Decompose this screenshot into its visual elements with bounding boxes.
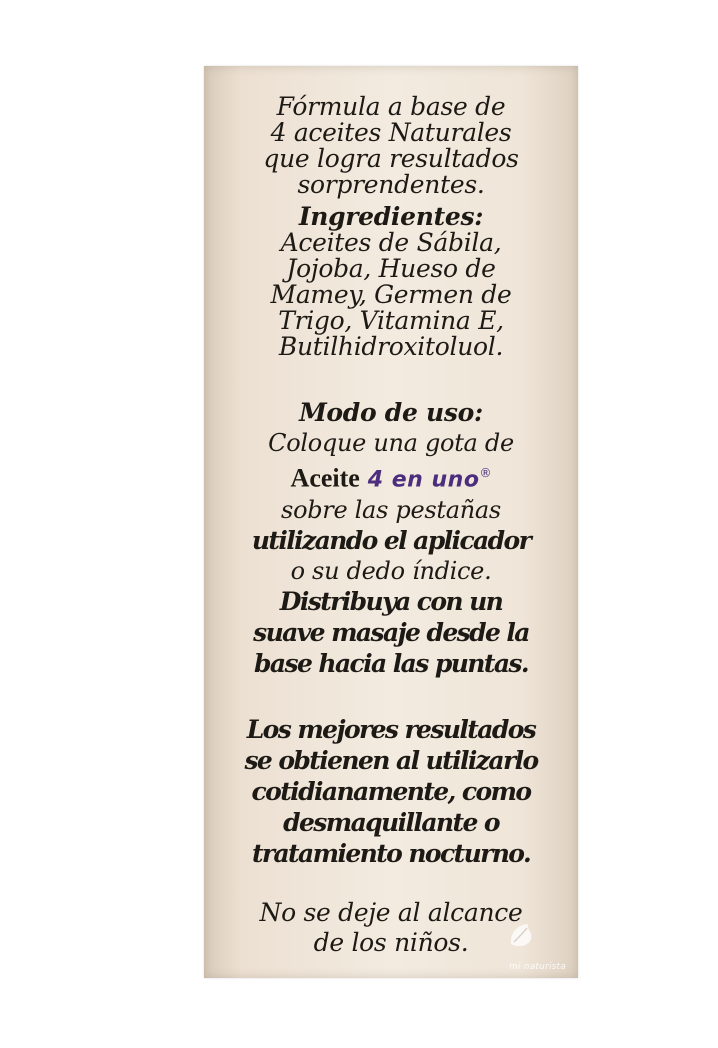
warning-line: No se deje al alcance: [259, 898, 523, 927]
results-line: Los mejores resultados: [246, 715, 536, 744]
ingredient-line: Trigo, Vitamina E,: [278, 306, 504, 335]
ingredient-line: Jojoba, Hueso de: [286, 254, 496, 283]
ingredients-heading: Ingredientes:: [298, 202, 484, 231]
warning-line: de los niños.: [313, 928, 469, 957]
intro-line: Fórmula a base de: [276, 92, 506, 121]
usage-line: Coloque una gota de: [268, 429, 514, 457]
intro-line: 4 aceites Naturales: [270, 118, 512, 147]
ingredient-line: Mamey, Germen de: [270, 280, 512, 309]
usage-line: o su dedo índice.: [290, 557, 492, 586]
usage-line: sobre las pestañas: [281, 496, 501, 525]
product-label-card: [204, 66, 578, 978]
usage-line: suave masaje desde la: [253, 618, 529, 648]
results-line: desmaquillante o: [283, 808, 499, 837]
results-line: tratamiento nocturno.: [251, 839, 531, 868]
ingredient-line: Butilhidroxitoluol.: [278, 332, 504, 361]
results-section: [204, 714, 578, 869]
results-line: se obtienen al utilizarlo: [244, 746, 538, 775]
leaf-seal-icon: [506, 920, 538, 950]
ingredient-line: Aceites de Sábila,: [280, 228, 502, 257]
watermark-text: mi naturista: [509, 962, 566, 972]
usage-line: utilizando el aplicador: [251, 526, 531, 556]
intro-line: que logra resultados: [263, 144, 519, 173]
usage-line: base hacia las puntas.: [254, 649, 528, 679]
registered-mark: ®: [479, 466, 492, 480]
usage-heading: Modo de uso:: [299, 398, 483, 427]
brand-word: Aceite: [290, 463, 360, 493]
ingredients-section: [204, 204, 578, 360]
usage-line: Distribuya con un: [279, 587, 503, 617]
intro-text: [204, 94, 578, 198]
results-line: cotidianamente, como: [251, 777, 531, 806]
brand-line: [204, 458, 578, 495]
brand-name: 4 en uno: [367, 467, 480, 493]
usage-section: [204, 398, 578, 679]
intro-line: sorprendentes.: [297, 170, 485, 199]
